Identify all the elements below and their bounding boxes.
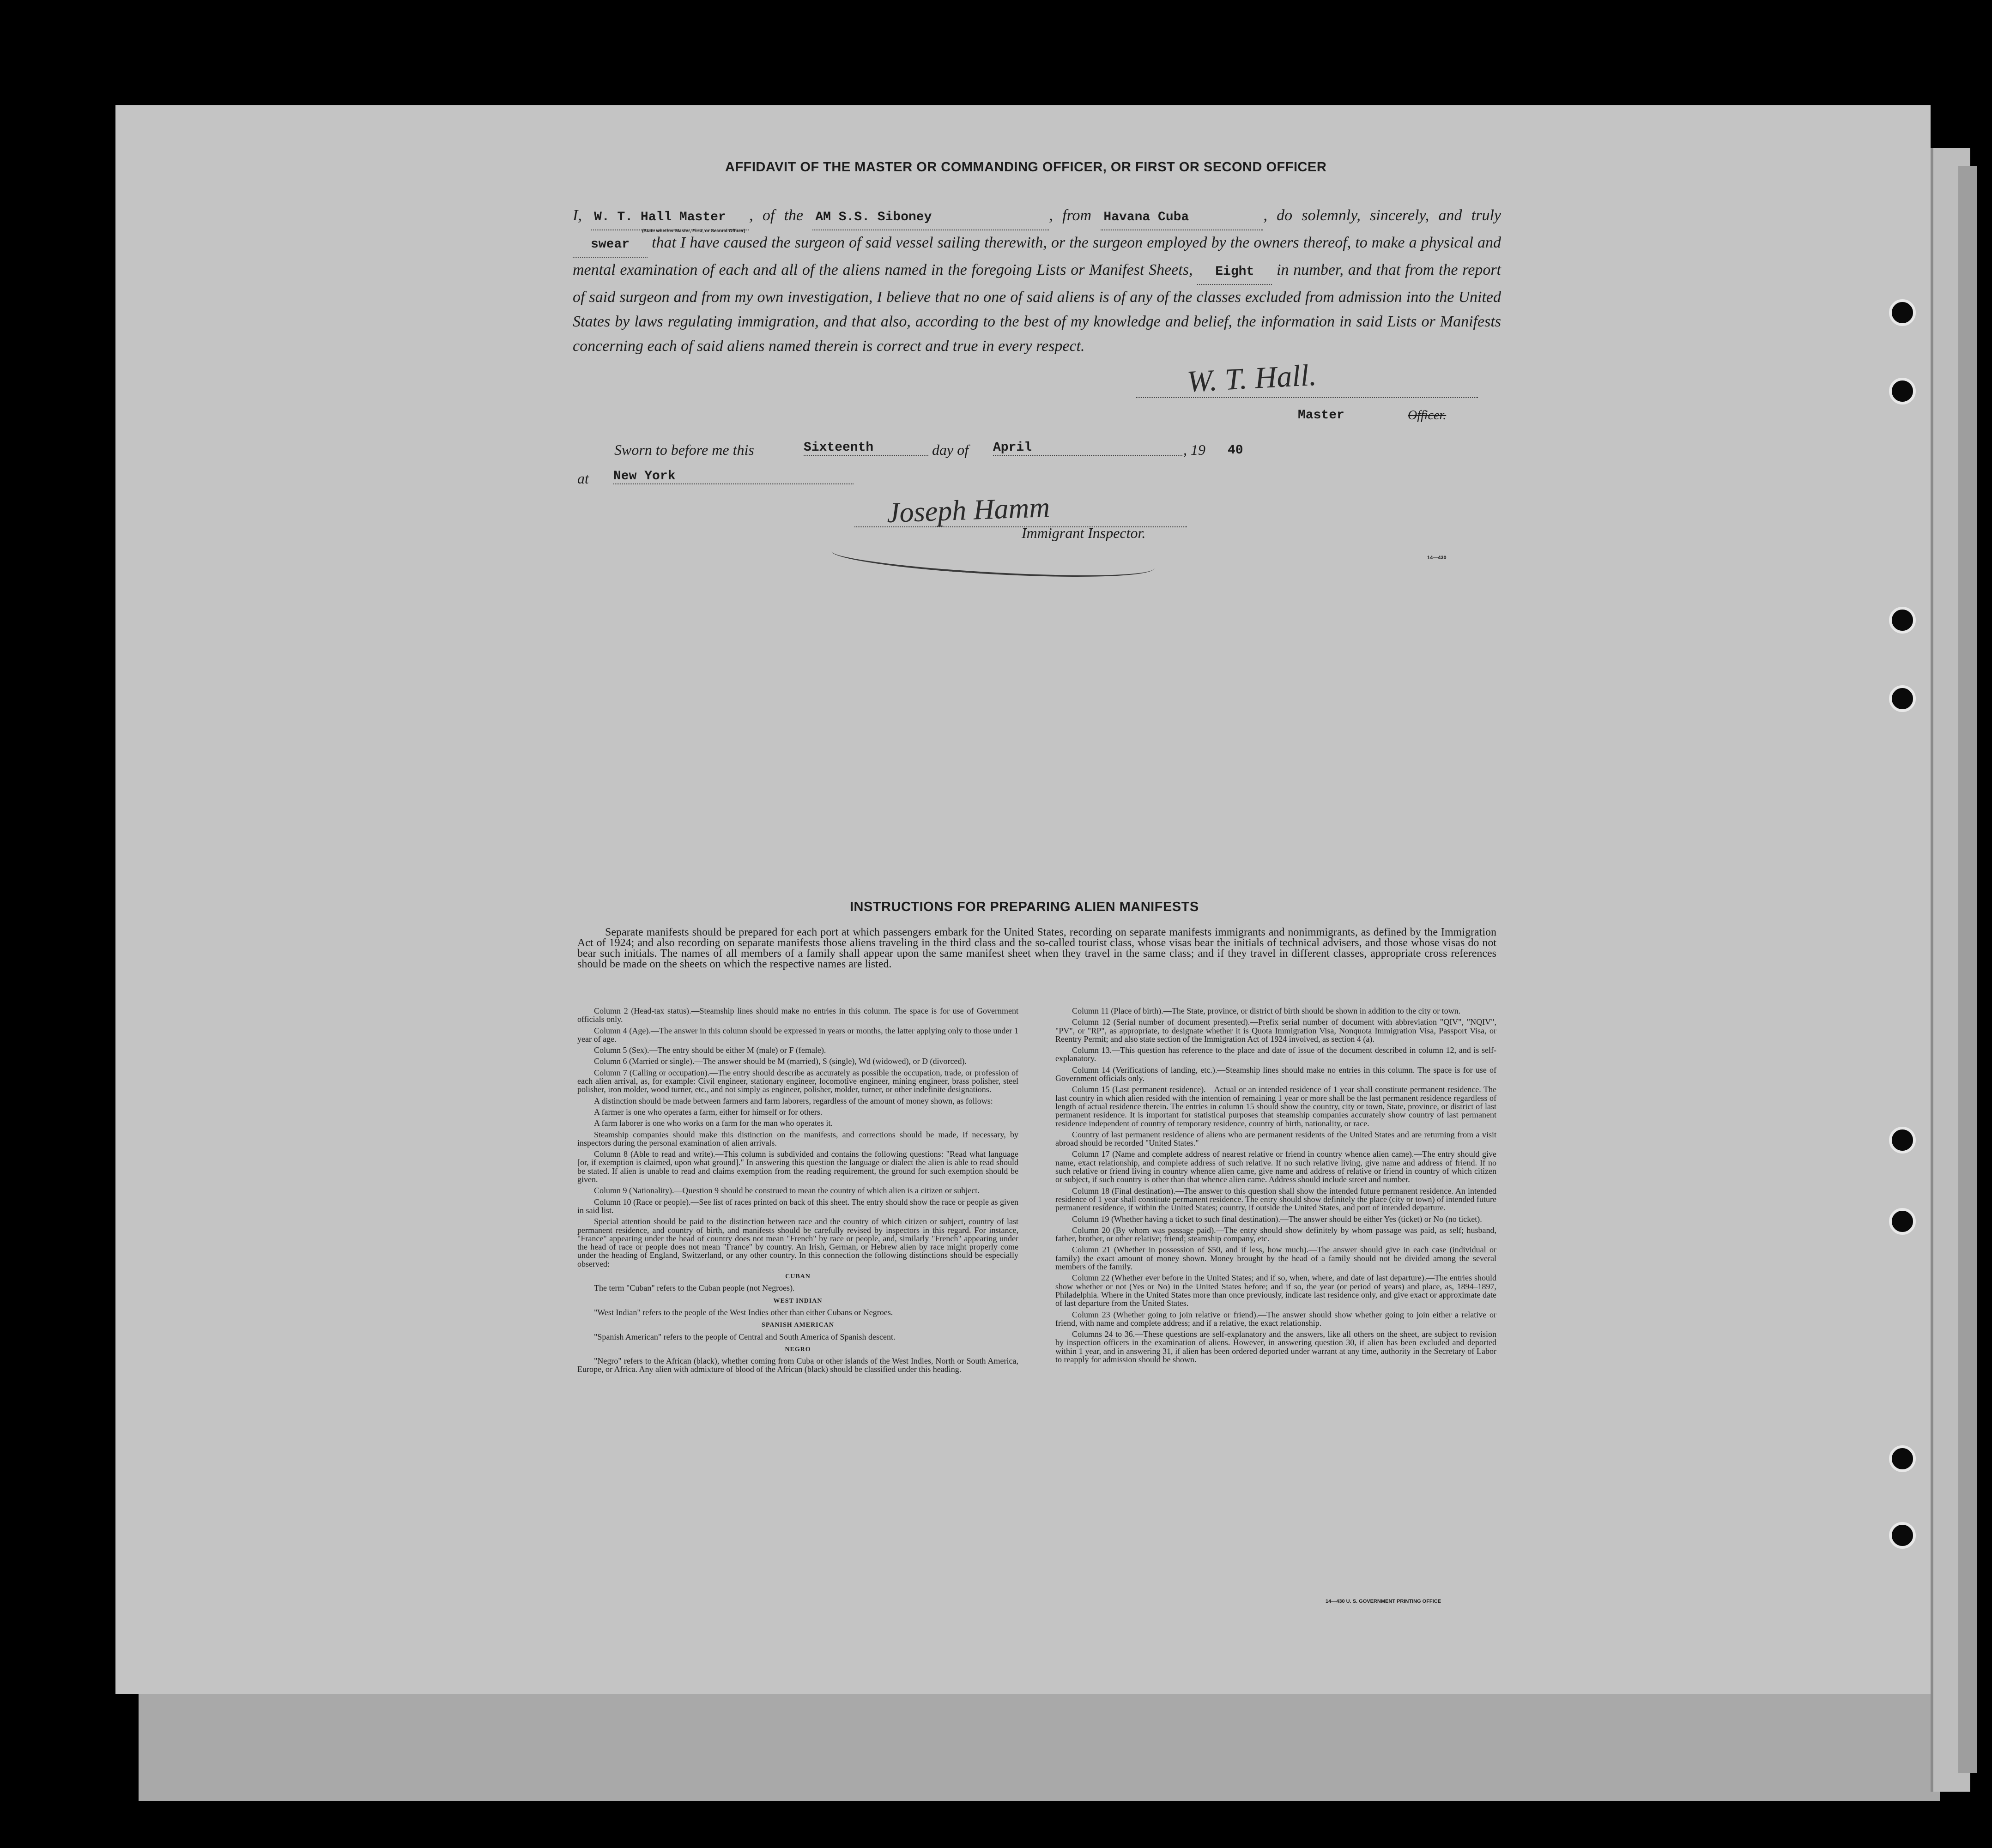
- definition-heading: WEST INDIAN: [773, 1297, 823, 1304]
- officer-name-field: W. T. Hall Master (State whether Master, First, or Second Officer): [591, 205, 749, 230]
- oath-field: swear: [573, 232, 648, 258]
- instruction-paragraph: Column 8 (Able to read and write).—This column is subdivided and contains the following questions: "Read what language [or, if exemption is claimed, upon what ground]." In answering this question the language or dialect the alien is able to read should be stated. If alien is unable to read and claims exemption from the reading requirement, the ground for such exemption should be given.: [577, 1149, 1018, 1184]
- instruction-paragraph: Columns 24 to 36.—These questions are self-explanatory and the answers, like all others on the sheet, are subject to revision by inspection officers in the examination of aliens. However, in answering question 30, if alien has been excluded and deported within 1 year, and in answering 31, if alien has been ordered deported under warrant at any time, authority in the Secretary of Labor to reapply for admission should be shown.: [1055, 1329, 1496, 1364]
- definition-text: The term "Cuban" refers to the Cuban people (not Negroes).: [594, 1283, 795, 1293]
- affidavit-title: AFFIDAVIT OF THE MASTER OR COMMANDING OFFICER, OR FIRST OR SECOND OFFICER: [725, 160, 1327, 175]
- instruction-paragraph: A farmer is one who operates a farm, either for himself or for others.: [594, 1107, 823, 1117]
- instruction-paragraph: Column 23 (Whether going to join relative or friend).—The answer should show whether going to join either a relative or friend, with name and complete address; and if a relative, the exact relationship.: [1055, 1310, 1496, 1328]
- definition-heading: NEGRO: [785, 1346, 811, 1353]
- definition-text: "Negro" refers to the African (black), whether coming from Cuba or other islands of the West Indies, North or South America, Europe, or Africa. Any alien with admixture of blood of the African (black) should be classified under this heading.: [577, 1356, 1018, 1374]
- vessel-field: AM S.S. Siboney: [812, 205, 1049, 230]
- instruction-paragraph: Column 12 (Serial number of document presented).—Prefix serial number of document with abbreviation "QIV", "NQIV", "PV", or "RP", as appropriate, to designate whether it is Quota Immigration Visa, Nonquota Immigration Visa, Passport Visa, or Reentry Permit; and also state section of the Immigration Act of 1924 involved, as section 4 (a).: [1055, 1017, 1496, 1044]
- binder-hole-3-icon: [1889, 607, 1916, 634]
- instruction-paragraph: Column 11 (Place of birth).—The State, province, or district of birth should be shown in addition to the city or town.: [1072, 1006, 1461, 1015]
- instruction-paragraph: Column 2 (Head-tax status).—Steamship lines should make no entries in this column. The space is for use of Government officials only.: [577, 1006, 1018, 1024]
- instruction-paragraph: Column 21 (Whether in possession of $50, and if less, how much).—The answer should give in each case (individual or family) the exact amount of money shown. Money brought by the head of a family should not be divided among the several members of the family.: [1055, 1245, 1496, 1272]
- year-prefix: , 19: [1183, 441, 1205, 458]
- place-field: New York: [613, 469, 854, 484]
- instruction-paragraph: Steamship companies should make this distinction on the manifests, and corrections should be made, if necessary, by inspectors during the personal examination of alien arrivals.: [577, 1129, 1018, 1147]
- port-from-field: Havana Cuba: [1101, 205, 1263, 230]
- instruction-paragraph: Column 7 (Calling or occupation).—The entry should describe as accurately as possible the occupation, trade, or profession of each alien arrival, as, for example: Civil engineer, stationary engineer, locomotive engineer, mining engineer, brass polisher, steel polisher, iron molder, wood turner, etc., and not simply as engineer, polisher, molder, turner, or other indefinite designations.: [577, 1068, 1018, 1094]
- binder-hole-6-icon: [1889, 1208, 1916, 1235]
- inspector-title: Immigrant Inspector.: [1022, 525, 1146, 541]
- master-title: Master: [1298, 408, 1344, 423]
- binder-hole-8-icon: [1889, 1522, 1916, 1549]
- at-label: at: [577, 470, 589, 487]
- instruction-paragraph: Special attention should be paid to the distinction between race and the country of which citizen or subject, country of last permanent residence, and country of birth, and manifests should be carefully revised by inspectors in this regard. For instance, "France" appearing under the head of country does not mean "French" by race or people, and, similarly "French" appearing under the head of race or people does not mean "France" by country. An Irish, German, or Hebrew alien by race might properly come under the heading of England, Switzerland, or any other country. In this connection the following distinctions should be especially observed:: [577, 1217, 1018, 1268]
- instruction-paragraph: Column 15 (Last permanent residence).—Actual or an intended residence of 1 year shall constitute permanent residence. The last country in which alien resided with the intention of remaining 1 year or more shall be the last permanent residence regardless of length of actual residence therein. The entries in column 15 should show the country, city or town, State, province, or district of last permanent residence. It is important for statistical purposes that steamship companies accurately show country of last permanent residence independent of country of temporary residence, country of birth, nationality, or race.: [1055, 1085, 1496, 1128]
- instructions-title: INSTRUCTIONS FOR PREPARING ALIEN MANIFESTS: [850, 900, 1199, 914]
- definition-heading: CUBAN: [785, 1273, 811, 1280]
- binder-hole-1-icon: [1889, 299, 1916, 326]
- inspector-signature: Joseph Hamm: [886, 491, 1051, 529]
- instruction-paragraph: Column 5 (Sex).—The entry should be either M (male) or F (female).: [594, 1045, 826, 1055]
- binder-hole-7-icon: [1889, 1445, 1916, 1472]
- instruction-paragraph: Column 6 (Married or single).—The answer should be M (married), S (single), Wd (widowed), or D (divorced).: [594, 1057, 967, 1066]
- instruction-paragraph: Column 10 (Race or people).—See list of races printed on back of this sheet. The entry should show the race or people as given in said list.: [577, 1197, 1018, 1215]
- sworn-year: 40: [1228, 443, 1243, 458]
- instruction-paragraph: A distinction should be made between farmers and farm laborers, regardless of the amount of money shown, as follows:: [594, 1096, 993, 1105]
- instruction-paragraph: Column 9 (Nationality).—Question 9 should be construed to mean the country of which alien is a citizen or subject.: [594, 1186, 980, 1196]
- instruction-paragraph: Column 20 (By whom was passage paid).—The entry should show definitely by whom passage was paid, as self; husband, father, brother, or other relative; friend; steamship company, etc.: [1055, 1225, 1496, 1244]
- definition-heading: SPANISH AMERICAN: [762, 1322, 834, 1329]
- day-of-label: day of: [932, 441, 969, 458]
- instruction-paragraph: Column 4 (Age).—The answer in this column should be expressed in years or months, the latter applying only to those under 1 year of age.: [577, 1026, 1018, 1044]
- stacked-page-edge-2: [1958, 166, 1977, 1773]
- sworn-day-field: Sixteenth: [804, 441, 928, 456]
- instruction-paragraph: Column 19 (Whether having a ticket to such final destination).—The answer should be either Yes (ticket) or No (no ticket).: [1072, 1214, 1482, 1224]
- sheet-count-field: Eight: [1197, 260, 1272, 285]
- printing-office-footer: 14—430 U. S. GOVERNMENT PRINTING OFFICE: [1326, 1599, 1441, 1604]
- definition-text: "Spanish American" refers to the people of Central and South America of Spanish descent.: [594, 1332, 896, 1341]
- instructions-left-column: [577, 1007, 1018, 1377]
- binder-hole-2-icon: [1889, 378, 1916, 405]
- instruction-paragraph: Column 17 (Name and complete address of nearest relative or friend in country whence alien came).—The entry should give name, exact relationship, and complete address of such relative. If no such relative living, give name and address of friend. If no such relative or friend living in country whence alien came, give name and address of relative or friend in country of which citizen or subject, if such country is other than that whence alien came. Address should include street and number.: [1055, 1149, 1496, 1184]
- sworn-month-field: April: [993, 441, 1182, 456]
- instruction-paragraph: Country of last permanent residence of aliens who are permanent residents of the United States and are returning from a visit abroad should be recorded "United States.": [1055, 1129, 1496, 1148]
- instruction-paragraph: Column 18 (Final destination).—The answer to this question shall show the intended future permanent residence. An intended residence of 1 year shall constitute permanent residence. The entry should show definitely the place (city or town) of intended future permanent residence, if within the United States; country, if outside the United States, and port of intended departure.: [1055, 1186, 1496, 1213]
- instruction-paragraph: Column 14 (Verifications of landing, etc.).—Steamship lines should make no entries in this column. The space is for use of Government officials only.: [1055, 1065, 1496, 1083]
- instructions-intro: Separate manifests should be prepared for each port at which passengers embark for the United States, recording on separate manifests immigrants and nonimmigrants, as defined by the Immigration Act of 1924; and also recording on separate manifests those aliens traveling in the third class and the so-called tourist class, whose visas bear the initials of technical advisers, and those whose visas do not bear such initials. The names of all members of a family shall appear upon the same manifest sheet when they travel in the same class; and if they travel in different classes, appropriate cross references should be made on the sheets on which the respective names are listed.: [577, 926, 1496, 970]
- affidavit-text: I, W. T. Hall Master (State whether Master, First, or Second Officer) , of the AM S.S. Siboney , from Havana Cuba , do solemnly, sincerely, and truly swear that I have caused the surgeon of said vessel sailing therewith, or the surgeon employed by the owners thereof, to make a physical and mental examination of each and all of the aliens named in the foregoing Lists or Manifest Sheets, Eight in number, and that from the report of said surgeon and from my own investigation, I believe that no one of said aliens is of any of the classes excluded from admission into the United States by laws regulating immigration, and that also, according to the best of my knowledge and belief, the information in said Lists or Manifests concerning each of said aliens named therein is correct and true in every respect.: [573, 203, 1501, 358]
- officer-note: (State whether Master, First, or Second Officer): [642, 229, 745, 234]
- instruction-paragraph: Column 13.—This question has reference to the place and date of issue of the document described in column 12, and is self-explanatory.: [1055, 1045, 1496, 1063]
- form-number: 14—430: [1427, 555, 1447, 561]
- instruction-paragraph: A farm laborer is one who works on a farm for the man who operates it.: [594, 1118, 833, 1128]
- binder-hole-4-icon: [1889, 685, 1916, 712]
- binder-hole-5-icon: [1889, 1127, 1916, 1153]
- officer-struck: Officer.: [1408, 408, 1447, 423]
- instruction-paragraph: Column 22 (Whether ever before in the United States; and if so, when, where, and date of last departure).—The entries should show whether or not (Yes or No) in the United States before; and if so, the year (or period of years) and place, as, 1894–1897, Philadelphia. Where in the United States more than once previously, indicate last residence only, and give exact or approximate date of last departure from the United States.: [1055, 1273, 1496, 1308]
- master-signature: W. T. Hall.: [1186, 358, 1318, 399]
- instructions-right-column: [1055, 1007, 1496, 1366]
- definition-text: "West Indian" refers to the people of the West Indies other than either Cubans or Negroes.: [594, 1307, 893, 1317]
- sworn-label: Sworn to before me this: [614, 441, 754, 458]
